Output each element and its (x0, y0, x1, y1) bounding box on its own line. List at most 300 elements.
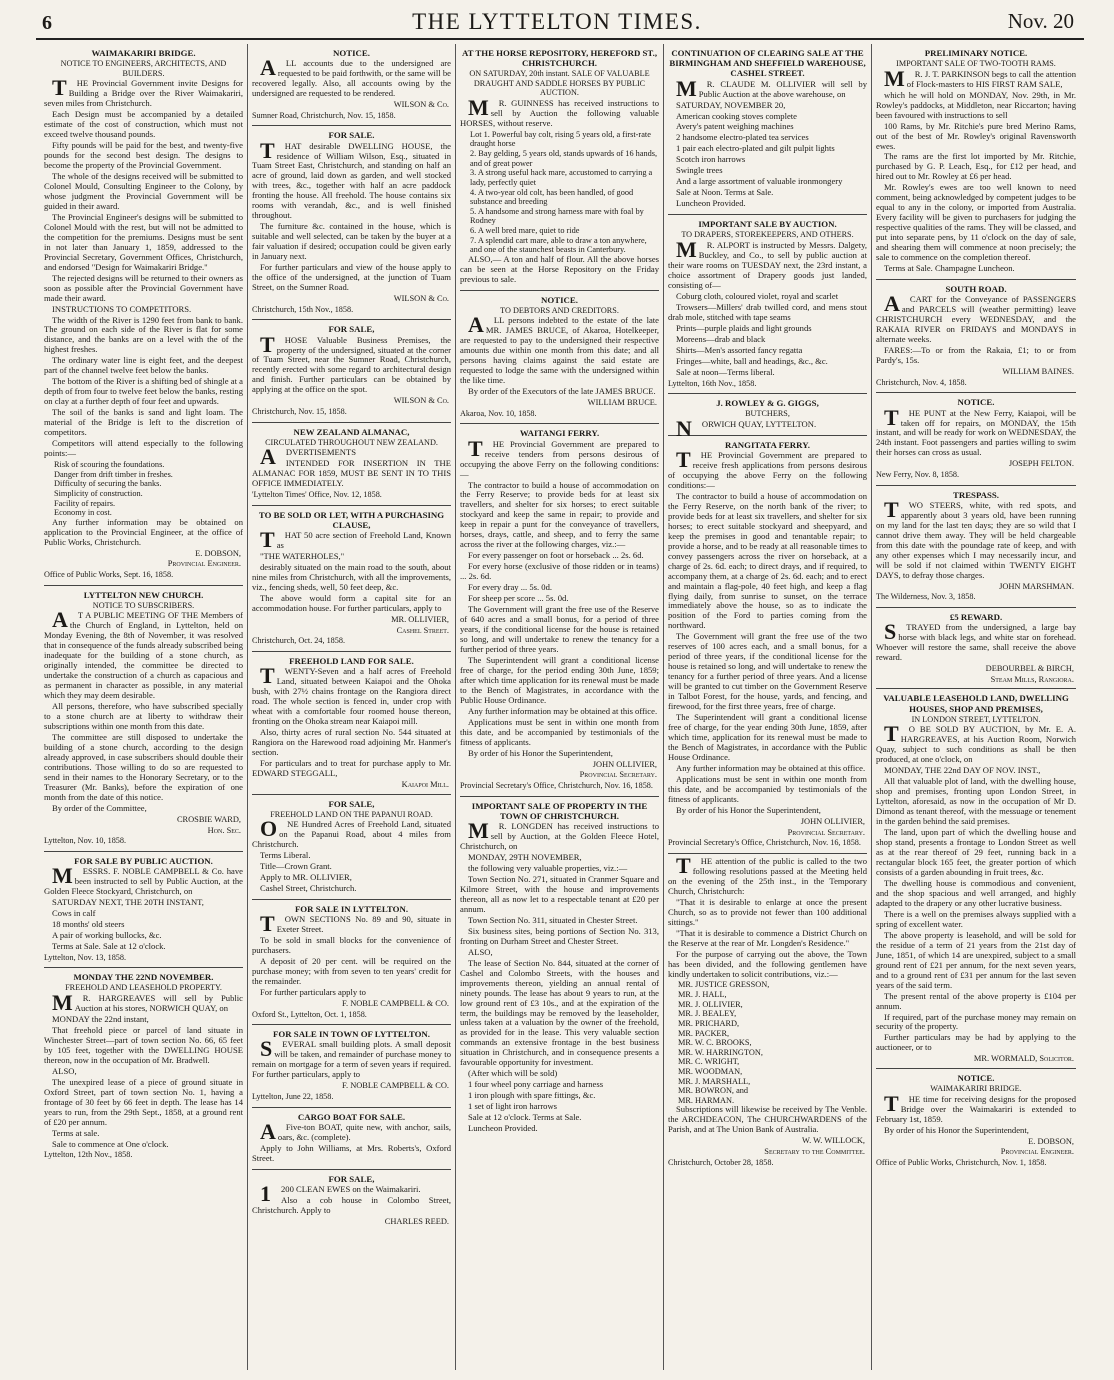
advertisement (876, 1069, 1076, 1173)
ad-list-item: 3. A strong useful hack mare, accustomed to carrying a lady, perfectly quiet (470, 168, 653, 187)
ad-paragraph: MR. J. T. PARKINSON begs to call the attention of Flock-masters to HIS FIRST RAM SALE, (884, 65, 1076, 91)
ad-subheading: IN LONDON STREET, LYTTELTON. (911, 714, 1041, 724)
ad-dateline: Office of Public Works, Christchurch, Nov. 1, 1858. (876, 1158, 1047, 1168)
ad-paragraph: Fringes—white, ball and headings, &c., &c. (676, 355, 828, 366)
ad-heading: WAITANGI FERRY. (519, 428, 600, 439)
page-number: 6 (42, 12, 52, 34)
advertisement (252, 652, 451, 795)
advertisement (460, 797, 659, 1139)
ad-list-item: MR. C. WRIGHT, (678, 1057, 740, 1067)
column-2 (248, 44, 456, 1370)
ad-subheading: WAIMAKARIRI BRIDGE. (930, 1084, 1022, 1094)
ad-heading: TRESPASS. (952, 489, 1000, 500)
ad-list-item: MR. W. C. BROOKS, (678, 1038, 752, 1048)
ad-paragraph: The ordinary water line is eight feet, and the deepest part of the channel twelve feet below the banks. (44, 355, 243, 376)
ad-paragraph: TOWN SECTIONS No. 89 and 90, situate in Exeter Street. (260, 911, 451, 937)
ad-paragraph: ALL accounts due to the undersigned are requested to be paid forthwith, or the same will be recovered legally. Also, all accounts owing by the undersigned are requested to be rendered. (252, 55, 451, 99)
ad-subheading: FREEHOLD LAND ON THE PAPANUI ROAD. (270, 809, 433, 819)
advertisement (252, 44, 451, 126)
ad-dateline: Lyttelton, Nov. 10, 1858. (44, 836, 127, 846)
ad-signature: CROSBIE WARD, (176, 814, 241, 824)
ad-paragraph: For every horse (exclusive of those ridden or in teams) ... 2s. 6d. (460, 561, 659, 582)
ad-paragraph: 1 four wheel pony carriage and harness (468, 1079, 604, 1090)
ad-paragraph: 1 iron plough with spare fittings, &c. (468, 1090, 596, 1101)
ad-dateline: Provincial Secretary's Office, Christchurch, Nov. 16, 1858. (668, 838, 861, 848)
advertisement (252, 900, 451, 1025)
ad-subheading: FREEHOLD AND LEASEHOLD PROPERTY. (65, 983, 222, 993)
ad-paragraph: SATURDAY, NOVEMBER 20, (676, 99, 786, 110)
ad-paragraph: Each Design must be accompanied by a detailed estimate of the cost of construction, which must not exceed twelve thousand pounds. (44, 109, 243, 140)
ad-paragraph: By order of his Honor the Superintendent, (468, 747, 613, 758)
ad-paragraph: The lease of Section No. 844, situated at the corner of Cashel and Colombo Streets, with the houses and improvements thereon, yielding an annual rental of ninety pounds. The lease has about 9 years to run, at the low ground rent of £3 10s., and at the expiration of the term, the buildings may be removed by the leaseholder, unless taken at a valuation by the owner of the freehold, as provided for in the lease. This very valuable section commands an extensive frontage in the best business situation in Christchurch, and in consequence presents a favourable opportunity for investment. (460, 957, 659, 1068)
ad-paragraph: Scotch iron harrows (676, 154, 746, 165)
advertisement (252, 1108, 451, 1170)
ad-list-item: MR. WOODMAN, (678, 1066, 743, 1076)
ad-signature: JOHN OLLIVIER, (800, 816, 865, 826)
advertisement (668, 215, 867, 394)
ad-paragraph: 100 Rams, by Mr. Ritchie's pure bred Merino Rams, out of the best of Mr. Rowley's original Ravensworth ewes. (876, 120, 1076, 151)
ad-list-item: Facility of repairs. (54, 498, 116, 508)
ad-dateline: Lyttelton, 12th Nov., 1858. (44, 1150, 133, 1160)
ad-paragraph: Swingle trees (676, 165, 723, 176)
ad-paragraph: Town Section No. 311, situated in Chester Street. (468, 914, 638, 925)
ad-paragraph: The above property is leasehold, and will be sold for the residue of a term of 21 years from the 21st day of June, 1851, of which 14 are unexpired, subject to a small ground rent of £21 per annum, for the next seven years, and to a ground rent of £31 per annum for the last seven years of the said term. (876, 929, 1076, 990)
advertisement-columns (40, 44, 1084, 1370)
ad-signature: CHARLES REED. (384, 1216, 449, 1226)
ad-subheading: TO DRAPERS, STOREKEEPERS, AND OTHERS. (681, 230, 854, 240)
ad-signature: JOSEPH FELTON. (1008, 459, 1074, 469)
ad-paragraph: Also, thirty acres of rural section No. 544 situated at Rangiora on the Harewood road adjoining Mr. Hanmer's section. (252, 726, 451, 757)
ad-list-item: MR. J. BEALEY, (678, 1009, 737, 1019)
advertisement (876, 486, 1076, 608)
issue-date: Nov. 20 (1007, 9, 1074, 33)
ad-signature: JOHN OLLIVIER, (592, 759, 657, 769)
ad-paragraph: ALL persons indebted to the estate of the late MR. JAMES BRUCE, of Akaroa, Hotelkeeper, are requested to pay to the undersigned their respective amounts due within one month from this date; and all persons having claims against the said estate are requested to lodge the same with the undersigned within the like time. (460, 312, 659, 386)
ad-subheading: CIRCULATED THROUGHOUT NEW ZEALAND. (265, 437, 438, 447)
ad-paragraph: For the purpose of carrying out the above, the Town has been divided, and the following gentlemen have kindly undertaken to solicit contributions, viz.:— (668, 948, 867, 979)
ad-subheading: BUTCHERS, (745, 409, 790, 419)
advertisement (252, 1025, 451, 1107)
ad-dateline: Lyttelton, 16th Nov., 1858. (668, 378, 757, 388)
ad-heading: SOUTH ROAD. (945, 284, 1007, 295)
ad-paragraph: For particulars and to treat for purchase apply to Mr. EDWARD STEGGALL, (252, 757, 451, 778)
ad-heading: LYTTELTON NEW CHURCH. (83, 589, 204, 600)
ad-heading: IMPORTANT SALE BY AUCTION. (698, 219, 837, 230)
ad-list-item: MR. J. OLLIVIER, (678, 999, 743, 1009)
ad-subheading: ON SATURDAY, 20th instant. SALE OF VALUABLE DRAUGHT AND SADDLE HORSES BY PUBLIC AUCTION. (469, 69, 650, 98)
advertisement (876, 44, 1076, 280)
advertisement (668, 436, 867, 854)
ad-paragraph: The contractor to build a house of accommodation on the Ferry Reserve, on the north bank of the river; to provide beds for at least six travellers, and shelter for six horses; to erect suitable stockyard and sheepyard, and keep the premises in good and tenantable repair; to provide a horse, and to be ready at all reasonable times to convey passengers across the river on horseback, at a charge of 2s. 6d. each; to direct drays, and if required, to accompany them, at a charge of 2s. 6d. each; and to erect and maintain a flag-pole, 40 feet high, and keep a flag flying daily, from sunrise to sunset, on the terrace immediately above the house, so as to indicate the position of the Ford to parties coming from the northward. (668, 490, 867, 631)
ad-paragraph: The Government will grant the free use of the two reserves of 100 acres each, and a small bonus, for a period of three years, if the conditional license for the house is retained so long, and will undertake to renew the tenancy for a further period of three years. And a license will be granted to cut timber on the Government Reserve in Talbot Forest, for the house, yards, and fencing, and firewood, for the first three years, free of charge. (668, 631, 867, 712)
column-4 (664, 44, 872, 1370)
ad-paragraph: Avery's patent weighing machines (676, 121, 794, 132)
ad-paragraph: ALSO, (468, 946, 493, 957)
ad-dateline: Christchurch, Nov. 15, 1858. (252, 407, 347, 417)
ad-heading: RANGITATA FERRY. (725, 439, 810, 450)
ad-paragraph: The width of the River is 1290 feet from bank to bank. The ground on each side of the River is flat for some distance, and the banks are on a level with the of the highest freshes. (44, 314, 243, 355)
ad-heading: PRELIMINARY NOTICE. (924, 48, 1028, 58)
ad-signature-title: Cashel Street. (396, 625, 449, 635)
ad-subheading: TO DEBTORS AND CREDITORS. (500, 305, 619, 315)
ad-paragraph: Sale at Noon. Terms at Sale. (676, 187, 774, 198)
advertisement (876, 280, 1076, 393)
ad-paragraph: MONDAY, THE 22nd DAY OF NOV. INST., (884, 765, 1041, 776)
ad-paragraph: SEVERAL small building plots. A small deposit will be taken, and remainder of purchase money to remain on mortgage for a term of seven years if required. For further particulars, apply to (252, 1036, 451, 1080)
ad-paragraph: That freehold piece or parcel of land situate in Winchester Street—part of town section No. 66, 65 feet by 105 feet, together with the DWELLING HOUSE thereon, now in the occupation of Mr. Bradwell. (44, 1024, 243, 1065)
ad-paragraph: MR. LONGDEN has received instructions to sell by Auction, at the Golden Fleece Hotel, Christchurch, on (460, 818, 659, 852)
ad-paragraph: Applications must be sent in within one month from this date, and be accompanied by testimonials of the fitness of applicants. (460, 716, 659, 747)
ad-paragraph: Cows in calf (52, 907, 96, 918)
ad-paragraph: The land, upon part of which the dwelling house and shop stand, presents a frontage to London Street as well as at the rear thereof of 29 feet, running back in a rectangular block 165 feet, the greater portion of which consists of a garden abounding in fruit trees, &c. (876, 827, 1076, 877)
ad-paragraph: Prints—purple plaids and light grounds (676, 322, 812, 333)
ad-paragraph: Trowsers—Millers' drab twilled cord, and mens stout drab mole, stitched with tape seams (668, 301, 867, 322)
ad-paragraph: Apply to MR. OLLIVIER, (260, 872, 352, 883)
ad-paragraph: To be sold in small blocks for the convenience of purchasers. (252, 935, 451, 956)
ad-paragraph: "THE WATERHOLES," (260, 551, 345, 562)
ad-dateline: Sumner Road, Christchurch, Nov. 15, 1858. (252, 110, 396, 120)
ad-signature-title: Provincial Secretary. (579, 770, 657, 780)
ad-dateline: Christchurch, Oct. 24, 1858. (252, 636, 346, 646)
ad-list-item: MR. HARMAN. (678, 1095, 735, 1105)
ad-paragraph: "That it is desirable to commence a District Church on the Reserve at the rear of Mr. Longden's Residence." (668, 927, 867, 948)
ad-dateline: Christchurch, 15th Nov., 1858. (252, 304, 354, 314)
ad-list-item: MR. JUSTICE GRESSON, (678, 980, 770, 990)
ad-signature: F. NOBLE CAMPBELL & CO. (342, 1081, 449, 1091)
ad-paragraph: THE PUNT at the New Ferry, Kaiapoi, will be taken off for repairs, on MONDAY, the 15th instant, and will be ready for work on WEDNESDAY, the 24th instant. Foot passengers and parties willing to swim their horses can cross as usual. (876, 404, 1076, 458)
ad-list-item: 7. A splendid cart mare, able to draw a ton anywhere, and one of the staunchest beasts in Canterbury. (470, 235, 647, 255)
ad-signature-title: Hon. Sec. (207, 825, 241, 835)
ad-heading: FOR SALE, (328, 798, 375, 809)
ad-paragraph: Further particulars may be had by applying to the auctioneer, or to (876, 1032, 1076, 1053)
ad-paragraph: The Government will grant the free use of the Reserve of 640 acres and a small bonus, for a period of three years, if the conditional license for the house is retained so long, and will undertake to renew the tenancy for a further period of three years. (460, 604, 659, 654)
ad-heading: MONDAY THE 22ND NOVEMBER. (73, 972, 214, 983)
ad-list-item: Simplicity of construction. (54, 488, 143, 498)
ad-heading: VALUABLE LEASEHOLD LAND, DWELLING HOUSES, SHOP AND PREMISES, (883, 693, 1069, 714)
column-5 (872, 44, 1080, 1370)
ad-dateline: 'Lyttelton Times' Office, Nov. 12, 1858. (252, 490, 382, 500)
ad-paragraph: Sale at noon—Terms liberal. (676, 366, 775, 377)
ad-signature: Kaiapoi Mill. (401, 779, 449, 789)
ad-dateline: The Wilderness, Nov. 3, 1858. (876, 592, 976, 602)
advertisement (876, 393, 1076, 485)
ad-list-item: Difficulty of securing the banks. (54, 479, 162, 489)
ad-heading: NOTICE. (333, 48, 370, 58)
advertisement (252, 126, 451, 320)
ad-heading: FOR SALE, (328, 1173, 375, 1184)
ad-subheading: NOTICE TO ENGINEERS, ARCHITECTS, AND BUILDERS. (60, 59, 227, 78)
ad-list-item: MR. PACKER, (678, 1028, 730, 1038)
ad-paragraph: THE time for receiving designs for the proposed Bridge over the Waimakariri is extended to February 1st, 1859. (876, 1090, 1076, 1124)
ad-paragraph: Terms at Sale. Champagne Luncheon. (884, 263, 1015, 274)
advertisement (460, 291, 659, 425)
ad-signature: W. W. WILLOCK, (801, 1136, 865, 1146)
masthead (0, 0, 1114, 44)
ad-closing: Any further information may be obtained on application to the Provincial Engineer, at the office of Public Works, Christchurch. (44, 516, 243, 547)
ad-paragraph: Mr. Rowley's ewes are too well known to need comment, being acknowledged by competent judges to be equal to any in the colony, or imported from Australia. Every facility will be given to purchasers for judging the respective qualities of the rams. They will be classed, and put into separate pens, by 11 o'clock on the day of sale, and shearing them will commence at noon precisely; the sale to commence on the completion thereof. (876, 182, 1076, 263)
ad-heading: FOR SALE IN LYTTELTON. (294, 904, 409, 915)
ad-list-item: Risk of scouring the foundations. (54, 460, 165, 470)
ad-signature: DEBOURBEL & BIRCH, (985, 663, 1074, 673)
ad-paragraph: 18 months' old steers (52, 918, 125, 929)
ad-paragraph: The bottom of the River is a shifting bed of shingle at a depth of from four to twelve feet below the banks, resting on clay at a further depth of four feet and upwards. (44, 376, 243, 407)
ad-paragraph: AT A PUBLIC MEETING OF THE Members of the Church of England, in Lyttelton, held on Monday Evening, the 8th of November, it was resolved that in consequence of the funds already subscribed being inadequate for the building of a stone church, as originally intended, the committee be directed to undertake the construction of a church as capacious and as permanent in character as possible, in any material which they may deem desirable. (44, 607, 243, 701)
ad-signature: MR. WORMALD, Solicitor. (973, 1054, 1074, 1064)
ad-heading: IMPORTANT SALE OF PROPERTY IN THE TOWN OF CHRISTCHURCH. (471, 800, 648, 821)
ad-paragraph: Any further information may be obtained at this office. (468, 705, 658, 716)
ad-paragraph: Moreens—drab and black (676, 333, 766, 344)
ad-paragraph: MONDAY, 29TH NOVEMBER, (468, 851, 582, 862)
ad-subheading: IMPORTANT SALE OF TWO-TOOTH RAMS. (896, 59, 1056, 69)
ad-paragraph: THOSE Valuable Business Premises, the property of the undersigned, situated at the corner of Tuam Street, near the Sumner Road, Christchurch, recently erected with some regard to architectural design and finish. Further particulars can be obtained by applying at the office on the spot. (252, 331, 451, 395)
ad-signature-title: Provincial Secretary. (787, 827, 865, 837)
ad-heading: NOTICE. (541, 294, 578, 305)
advertisement (44, 586, 243, 852)
ad-signature: WILSON & Co. (393, 294, 449, 304)
ad-paragraph: Terms at Sale. Sale at 12 o'clock. (52, 940, 166, 951)
ad-paragraph: All persons, therefore, who have subscribed specially to a stone church are at liberty to withdraw their subscriptions within one month from this date. (44, 701, 243, 732)
ad-paragraph: The unexpired lease of a piece of ground situate in Oxford Street, part of town section No. 1, having a frontage of 30 feet by 66 feet in depth. The lease has 14 years to run, from the 29th Sept., 1858, at a ground rent of £20 per annum. (44, 1076, 243, 1127)
ad-paragraph: MR. ALPORT is instructed by Messrs. Dalgety, Buckley, and Co., to sell by public auction at their ware rooms on TUESDAY next, the 23rd instant, a choice assortment of Drapery goods just landed, consisting of— (668, 236, 867, 290)
ad-heading: FOR SALE, (328, 324, 375, 335)
ad-paragraph: the following very valuable properties, viz.:— (468, 862, 628, 873)
ad-closing: Subscriptions will likewise be received by The Venble. the ARCHDEACON, The CHURCHWARDENS of the Parish, and at The Union Bank of Australia. (668, 1104, 867, 1135)
ad-heading: CONTINUATION OF CLEARING SALE AT THE BIRMINGHAM AND SHEFFIELD WAREHOUSE, CASHEL STREET. (669, 48, 866, 79)
ad-paragraph: THE Provincial Government are prepared to receive fresh applications from persons desirous of occupying the above Ferry on the following conditions:— (668, 446, 867, 490)
ad-signature: E. DOBSON, (1028, 1136, 1074, 1146)
ad-paragraph: There is a well on the premises always supplied with a spring of excellent water. (876, 908, 1076, 929)
ad-paragraph: The rejected designs will be returned to their owners as soon as possible after the Provincial Government have made their award. (44, 272, 243, 303)
ad-paragraph: The present rental of the above property is £104 per annum. (876, 990, 1076, 1011)
ad-heading: TO BE SOLD OR LET, WITH A PURCHASING CLAUSE, (258, 509, 445, 530)
ad-paragraph: "That it is desirable to enlarge at once the present Church, so as to provide not fewer than 100 additional sittings." (668, 896, 867, 927)
ad-paragraph: The committee are still disposed to undertake the building of a stone church, according to the design already approved, in case subscribers should double their contributions. Those willing to do so are requested to send in their names to the Honorary Secretary, or to the Treasurer (Mr. Banks), before the expiration of one month from the date of this notice. (44, 732, 243, 802)
ad-paragraph: TWO STEERS, white, with red spots, and apparently about 3 years old, have been running on my land for the last ten days; they are so wild that I cannot drive them away. They will be held chargeable from this date with the poundage rate of keep, and with any other expenses which I may necessarily incur, and will be sold if not claimed within TWENTY EIGHT DAYS, to defray those charges. (876, 496, 1076, 580)
ad-paragraph: 1 set of light iron harrows (468, 1101, 558, 1112)
ad-list-item: 4. A two-year old colt, has been handled, of good substance and breeding (470, 187, 634, 207)
ad-heading: NOTICE. (957, 397, 995, 408)
ad-paragraph: The above would form a capital site for an accommodation house. For further particulars, apply to (252, 592, 451, 613)
ad-paragraph: Cashel Street, Christchurch. (260, 883, 357, 894)
ad-heading: J. ROWLEY & G. GIGGS, (716, 398, 819, 409)
ad-heading: CARGO BOAT FOR SALE. (297, 1111, 406, 1122)
ad-paragraph: THE Provincial Government invite Designs for Building a Bridge over the River Waimakariri, seven miles from Christchurch. (44, 75, 243, 109)
ad-paragraph: which he will hold on MONDAY, Nov. 29th, in Mr. Rowley's paddocks, at Middleton, near Riccarton; having been favoured with instructions to sell (876, 89, 1076, 120)
masthead-rule (36, 38, 1084, 40)
ad-paragraph: Apply to John Williams, at Mrs. Roberts's, Oxford Street. (252, 1142, 451, 1163)
ad-dateline: Oxford St., Lyttelton, Oct. 1, 1858. (252, 1009, 367, 1019)
ad-signature: WILSON & Co. (393, 396, 449, 406)
ad-paragraph: Terms at sale. (52, 1127, 100, 1138)
ad-list-item: MR. PRICHARD, (678, 1018, 740, 1028)
ad-heading: NOTICE. (957, 1073, 995, 1084)
ad-heading: FOR SALE. (328, 130, 375, 141)
ad-paragraph: MR. CLAUDE M. OLLIVIER will sell by Public Auction at the above warehouse, on (676, 75, 867, 101)
ad-paragraph: Applications must be sent in within one month from this date, and be accompanied by testimonials of the fitness of applicants. (668, 773, 867, 804)
ad-heading: NEW ZEALAND ALMANAC, (293, 426, 410, 437)
ad-paragraph: Fifty pounds will be paid for the best, and twenty-five pounds for the second best design. The designs to become the property of the Provincial Government. (44, 140, 243, 170)
ad-signature-title: Provincial Engineer. (1000, 1147, 1074, 1157)
ad-paragraph: MESSRS. F. NOBLE CAMPBELL & Co. have been instructed to sell by Public Auction, at the Golden Fleece Stockyard, Christchurch, on (44, 862, 243, 896)
ad-subheading: NOTICE TO SUBSCRIBERS. (92, 600, 195, 610)
ad-paragraph: THAT 50 acre section of Freehold Land, Known as (260, 527, 451, 553)
ad-paragraph: American cooking stoves complete (676, 110, 797, 121)
ad-paragraph: INSTRUCTIONS TO COMPETITORS. (52, 303, 192, 314)
ad-paragraph: MONDAY the 22nd instant, (52, 1013, 149, 1024)
ad-paragraph: 1200 CLEAN EWES on the Waimakariri. (260, 1180, 421, 1206)
ad-signature-title: Steam Mills, Rangiora. (990, 674, 1074, 684)
ad-dateline: Christchurch, Nov. 4, 1858. (876, 377, 967, 387)
ad-paragraph: And a large assortment of valuable ironmongery (676, 176, 843, 187)
ad-signature-title: Provincial Engineer. (167, 559, 241, 569)
advertisement (668, 394, 867, 441)
ad-paragraph: (After which will be sold) (468, 1068, 558, 1079)
ad-heading: FREEHOLD LAND FOR SALE. (289, 655, 414, 666)
ad-dateline: New Ferry, Nov. 8, 1858. (876, 470, 960, 480)
advertisement (252, 423, 451, 506)
ad-heading: FOR SALE BY PUBLIC AUCTION. (74, 855, 213, 866)
ad-paragraph: Sale to commence at One o'clock. (52, 1138, 169, 1149)
ad-list-item: MR. W. HARRINGTON, (678, 1047, 763, 1057)
advertisement (252, 1170, 451, 1231)
ad-paragraph: All that valuable plot of land, with the dwelling house, shop and premises, fronting upon London Street, in Lyttelton, aforesaid, as now in the occupation of Mr D. Dimond as tenant thereof, with the messuage or tenement in the garden behind the said premises. (876, 776, 1076, 827)
column-3 (456, 44, 664, 1370)
ad-paragraph: The dwelling house is commodious and convenient, and the shop spacious and well arranged, and highly adapted to the drapery or any other lucrative business. (876, 877, 1076, 908)
ad-list-item: MR. J. MARSHALL, (678, 1076, 751, 1086)
ad-list-item: 5. A handsome and strong harness mare with foal by Rodney (470, 206, 644, 226)
ad-paragraph: The Superintendent will grant a conditional license free of charge, for the period ending 30th June, 1859; after which time application for its renewal must be made to the Bench of Magistrates, in accordance with the Public House Ordinance. (460, 654, 659, 705)
ad-paragraph: MR. GUINNESS has received instructions to sell by Auction the following valuable HORSES, without reserve. (460, 94, 659, 128)
ad-paragraph: SATURDAY NEXT, THE 20TH INSTANT, (52, 896, 204, 907)
ad-paragraph: Title—Crown Grant. (260, 861, 332, 872)
ad-heading: FOR SALE IN TOWN OF LYTTELTON. (273, 1029, 430, 1040)
advertisement (460, 424, 659, 796)
ad-paragraph: Luncheon Provided. (468, 1123, 538, 1134)
newspaper-title: THE LYTTELTON TIMES. (412, 9, 702, 34)
ad-list-item: 2. Bay gelding, 5 years old, stands upwards of 16 hands, and of great power (470, 149, 658, 168)
ad-paragraph: 2 handsome electro-plated tea services (676, 132, 809, 143)
ad-paragraph: For every passenger on foot or horseback ... 2s. 6d. (468, 550, 644, 561)
ad-dateline: Akaroa, Nov. 10, 1858. (460, 408, 537, 418)
ad-paragraph: The soil of the banks is sand and light loam. The material of the Bridge is left to the discretion of competitors. (44, 407, 243, 438)
advertisement (44, 968, 243, 1165)
ad-paragraph: The Provincial Engineer's designs will be submitted to Colonel Mould with the rest, but will not be admitted to the competition for the premiums. Designs must be sent in not later than January 1, 1859, addressed to the Provincial Secretary, Government Offices, Christchurch, and endorsed "Design for Waimakariri Bridge." (44, 211, 243, 272)
ad-paragraph: Sale at 12 o'clock. Terms at Sale. (468, 1112, 582, 1123)
advertisement (668, 854, 867, 1172)
ad-paragraph: If required, part of the purchase money may remain on security of the property. (876, 1011, 1076, 1032)
advertisement (876, 608, 1076, 690)
ad-paragraph: ACART for the Conveyance of PASSENGERS and PARCELS will (weather permitting) leave CHRISTCHURCH every WEDNESDAY, and the RAKAIA RIVER on FRIDAYS and MONDAYS in alternate weeks. (876, 291, 1076, 345)
advertisement (252, 795, 451, 901)
ad-dateline: Office of Public Works, Sept. 16, 1858. (44, 570, 174, 580)
ad-paragraph: The furniture &c. contained in the house, which is suitable and well selected, can be taken by the buyer at a fair valuation if desired; occupation could be given early in January next. (252, 221, 451, 262)
ad-list-item: Economy in cost. (54, 508, 112, 518)
ad-paragraph: ADVERTISEMENTS (260, 444, 357, 470)
ad-list-item: Danger from drift timber in freshes. (54, 469, 173, 479)
ad-paragraph: desirably situated on the main road to the south, about nine miles from Christchurch, with all the improvements, viz., fencing sheds, well, 50 feet deep, &c. (252, 562, 451, 592)
advertisement (44, 44, 243, 586)
ad-paragraph: By order of the Committee, (52, 802, 147, 813)
ad-paragraph: Competitors will attend especially to the following points:— (44, 438, 243, 459)
ad-paragraph: NORWICH QUAY, LYTTELTON. (676, 415, 817, 441)
ad-paragraph: 1 pair each electro-plated and gilt pulpit lights (676, 143, 835, 154)
ad-paragraph: TO BE SOLD BY AUCTION, by Mr. E. A. HARGREAVES, at his Auction Room, Norwich Quay, subject to such conditions as shall be then produced, at one o'clock, on (876, 721, 1076, 765)
column-1 (40, 44, 248, 1370)
ad-paragraph: Town Section No. 271, situated in Cranmer Square and Kilmore Street, with the house and improvements thereon, all as now let to a respectable tenant at £20 per annum. (460, 873, 659, 914)
ad-signature: MR. OLLIVIER, (391, 614, 449, 624)
advertisement (44, 852, 243, 968)
ad-paragraph: Also a cob house in Colombo Street, Christchurch. Apply to (252, 1194, 451, 1215)
ad-paragraph: The whole of the designs received will be submitted to Colonel Mould, Consulting Engineer to the Colony, by whose judgment the Provincial Government will be guided in their award. (44, 170, 243, 211)
ad-paragraph: The contractor to build a house of accommodation on the Ferry Reserve; to provide beds for at least six travellers, and shelter for six horses; to erect suitable stockyard and keep the same in repair; to provide and keep in repair a punt for the conveyance of travellers, horses, drays, cattle, and sheep, and to ferry the same across the river at the following charges, viz.:— (460, 479, 659, 550)
ad-closing: ALSO,— A ton and half of flour. All the above horses can be seen at the Horse Repository on the Friday previous to sale. (460, 253, 659, 284)
advertisement (252, 506, 451, 652)
advertisement (460, 44, 659, 291)
ad-paragraph: A pair of working bullocks, &c. (52, 929, 162, 940)
ad-paragraph: ALSO, (52, 1065, 77, 1076)
ad-paragraph: TWENTY-Seven and a half acres of Freehold Land, situated between Kaiapoi and the Ohoka bush, with 27½ chains frontage on the Rangiora direct road. The whole section is fenced in, under crop with wheat with a comfortable four roomed house thereon, fronting on the Ohoka stream near Kaiapoi mill. (252, 663, 451, 726)
ad-paragraph: ONE Hundred Acres of Freehold Land, situated on the Papanui Road, about 4 miles from Christchurch. (252, 816, 451, 850)
ad-paragraph: THE Provincial Government are prepared to receive tenders from persons desirous of occupying the above Ferry on the following conditions:— (460, 435, 659, 479)
ad-paragraph: By order of his Honor the Superintendent, (676, 804, 821, 815)
ad-paragraph: MR. HARGREAVES will sell by Public Auction at his stores, NORWICH QUAY, on (52, 989, 243, 1015)
advertisement (668, 44, 867, 215)
ad-paragraph: Shirts—Men's assorted fancy regatta (676, 344, 803, 355)
ad-paragraph: THAT desirable DWELLING HOUSE, the residence of William Wilson, Esq., situated in Tuam Street East, Christchurch, and standing on half an acre of ground, laid down as garden, and well stocked with trees, &c., together with half an acre paddock fronting the house. All freehold. The house contains six rooms with verandah, &c., and is well finished throughout. (252, 137, 451, 221)
ad-paragraph: The Superintendent will grant a conditional license free of charge, for the year ending 30th June, 1859, after which time, application for its renewal must be made to the Bench of Magistrates, in accordance with the Public House Ordinance. (668, 712, 867, 763)
ad-paragraph: For further particulars and view of the house apply to the office of the undersigned, at the junction of Tuam Street, on the Sumner Road. (252, 262, 451, 293)
ad-dateline: Provincial Secretary's Office, Christchurch, Nov. 16, 1858. (460, 781, 653, 791)
ad-paragraph: Six business sites, being portions of Section No. 313, fronting on Durham Street and Chester Street. (460, 925, 659, 946)
ad-paragraph: A deposit of 20 per cent. will be required on the purchase money; with from seven to ten years' credit for the remainder. (252, 956, 451, 987)
advertisement (876, 689, 1076, 1069)
ad-dateline: Christchurch, October 28, 1858. (668, 1157, 774, 1167)
ad-paragraph: The rams are the first lot imported by Mr. Ritchie, purchased by G. P. Leach, Esq., for £12 per head, and hired out to Mr. Rowley at £6 per head. (876, 151, 1076, 182)
ad-paragraph: INTENDED FOR INSERTION IN THE ALMANAC FOR 1859, MUST BE SENT IN TO THIS OFFICE IMMEDIATELY. (252, 458, 451, 489)
ad-paragraph: Coburg cloth, coloured violet, royal and scarlet (676, 290, 839, 301)
ad-list-item: 6. A well bred mare, quiet to ride (470, 225, 580, 235)
advertisement (252, 320, 451, 422)
ad-heading: £5 REWARD. (949, 611, 1003, 622)
ad-signature: WILLIAM BAINES. (1002, 367, 1074, 377)
ad-paragraph: Any further information may be obtained at this office. (676, 762, 866, 773)
ad-signature: WILLIAM BRUCE. (587, 398, 657, 408)
ad-signature: JOHN MARSHMAN. (999, 581, 1074, 591)
ad-signature: E. DOBSON, (195, 548, 241, 558)
ad-paragraph: For sheep per score ... 5s. 0d. (468, 593, 569, 604)
ad-paragraph: For every dray ... 5s. 0d. (468, 582, 553, 593)
ad-paragraph: AFive-ton BOAT, quite new, with anchor, sails, oars, &c. (complete). (260, 1118, 451, 1144)
ad-dateline: Lyttelton, Nov. 13, 1858. (44, 952, 127, 962)
ad-paragraph: FARES:—To or from the Rakaia, £1; to or from Pardy's, 15s. (876, 345, 1076, 366)
ad-dateline: Lyttelton, June 22, 1858. (252, 1092, 334, 1102)
ad-paragraph: STRAYED from the undersigned, a large bay horse with black legs, and white star on forehead. Whoever will restore the same, shall receive the above reward. (876, 619, 1076, 662)
ad-signature: WILSON & Co. (393, 100, 449, 110)
ad-signature: F. NOBLE CAMPBELL & CO. (342, 998, 449, 1008)
ad-heading: WAIMAKARIRI BRIDGE. (91, 48, 196, 58)
ad-list-item: MR. J. HALL, (678, 990, 727, 1000)
ad-paragraph: THE attention of the public is called to the two following resolutions passed at the Meeting held on the evening of the 25th inst., in the Temporary Church, Christchurch: (668, 852, 867, 896)
ad-heading: AT THE HORSE REPOSITORY, HEREFORD ST., CHRISTCHURCH. (461, 48, 658, 69)
ad-paragraph: Terms Liberal. (260, 850, 311, 861)
ad-paragraph: By order of the Executors of the late JAMES BRUCE. (468, 386, 656, 397)
ad-list-item: MR. BOWRON, and (678, 1086, 749, 1096)
ad-paragraph: By order of his Honor the Superintendent, (884, 1124, 1029, 1135)
ad-list-item: Lot 1. Powerful bay colt, rising 5 years old, a first-rate draught horse (470, 129, 651, 149)
ad-paragraph: Luncheon Provided. (676, 198, 746, 209)
ad-signature-title: Secretary to the Committee. (764, 1147, 865, 1157)
ad-paragraph: For further particulars apply to (260, 987, 366, 997)
